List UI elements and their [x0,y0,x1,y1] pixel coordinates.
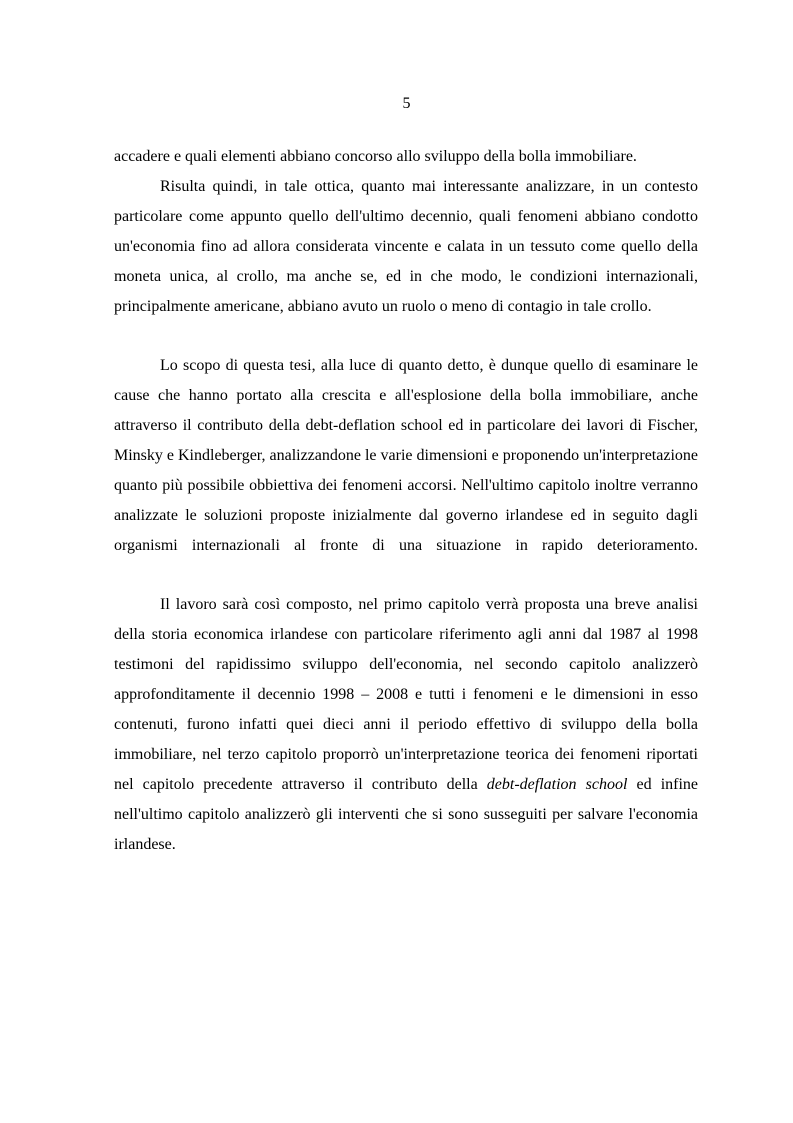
paragraph-spacer [114,322,698,351]
paragraph-thesis-aim: Lo scopo di questa tesi, alla luce di quanto detto, è dunque quello di esaminare le cause che hanno portato alla crescita e all'esplosione della bolla immobiliare, anche attraverso il contributo della debt-deflation school ed in particolare dei lavori di Fischer, Minsky e Kindleberger, analizzandone le varie dimensioni e proponendo un'interpretazione quanto più possibile obbiettiva dei fenomeni accorsi. Nell'ultimo capitolo inoltre verranno analizzate le soluzioni proposte inizialmente dal governo irlandese ed in seguito dagli organismi internazionali al fronte di una situazione in rapido deterioramento. [114,357,698,554]
body-text [114,142,698,860]
paragraph-continuation: accadere e quali elementi abbiano concorso allo sviluppo della bolla immobiliare. [114,148,637,165]
paragraph-structure [114,590,698,860]
paragraph-spacer [114,561,698,590]
paragraph-structure-text-end: ed infine nell'ultimo capitolo analizzerò gli interventi che si sono susseguiti per salvare l'economia irlandese. [114,776,699,853]
paragraph-context: Risulta quindi, in tale ottica, quanto mai interessante analizzare, in un contesto particolare come appunto quello dell'ultimo decennio, quali fenomeni abbiano condotto un'economia fino ad allora considerata vincente e calata in un tessuto come quello della moneta unica, al crollo, ma anche se, ed in che modo, le condizioni internazionali, principalmente americane, abbiano avuto un ruolo o meno di contagio in tale crollo. [114,178,698,315]
italic-term: debt-deflation school [486,776,628,793]
paragraph-structure-text: Il lavoro sarà così composto, nel primo capitolo verrà proposta una breve analisi della storia economica irlandese con particolare riferimento agli anni dal 1987 al 1998 testimoni del rapidissimo sviluppo dell'economia, nel secondo capitolo analizzerò approfonditamente il decennio 1998 – 2008 e tutti i fenomeni e le dimensioni in esso contenuti, furono infatti quei dieci anni il periodo effettivo di sviluppo della bolla immobiliare, nel terzo capitolo proporrò un'interpretazione teorica dei fenomeni riportati nel capitolo precedente attraverso il contributo della [114,596,698,793]
page-number: 5 [402,95,411,112]
